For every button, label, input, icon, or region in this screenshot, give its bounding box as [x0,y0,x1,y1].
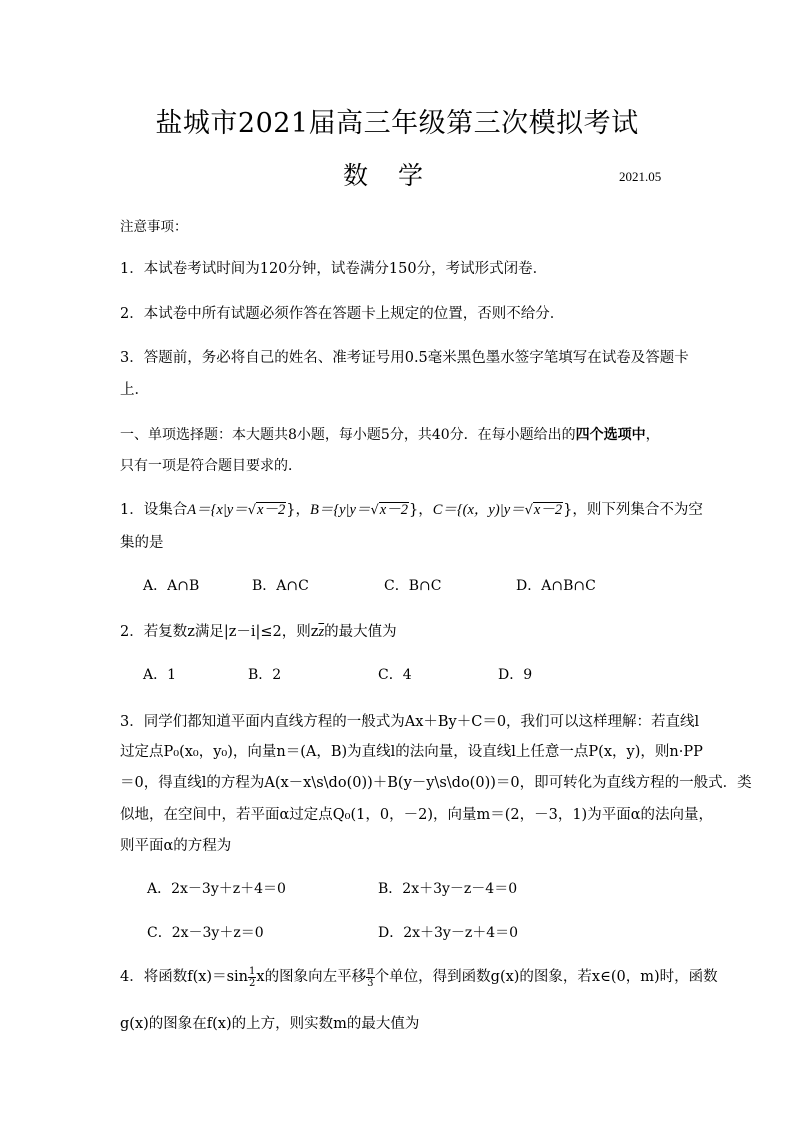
q3-line-2: 过定点P₀(x₀，y₀)，向量n＝(A，B)为直线l的法向量，设直线l上任意一点P(x，y)，则n·PP [120,744,703,760]
fraction-numerator: π [367,965,374,977]
q1-option-d: D．A∩B∩C [516,578,596,594]
note-item-2: 2．本试卷中所有试题必须作答在答题卡上规定的位置，否则不给分． [120,306,565,322]
q1-radicand-a: x－2 [257,502,286,518]
notes-heading: 注意事项： [120,219,188,235]
q1-option-c: C．B∩C [384,578,442,594]
note-item-3-cont: 上． [120,382,149,398]
note-item-3: 3．答题前，务必将自己的姓名、准考证号用0.5毫米黑色墨水签字笔填写在试卷及答题卡 [120,350,689,366]
q4-text-a: 4．将函数f(x)＝sin [120,969,249,985]
q1-option-b: B．A∩C [252,578,309,594]
q3-option-b: B．2x＋3y－z－4＝0 [378,881,518,897]
q1-set-c: C＝{(x，y)|y＝ [432,502,525,518]
q1-prefix: 1．设集合 [120,502,188,518]
q1-line-2: 集的是 [120,535,164,551]
exam-title: 盐城市2021届高三年级第三次模拟考试 [155,108,639,139]
q3-option-a: A．2x－3y＋z＋4＝0 [147,881,286,897]
q2-option-b: B．2 [248,667,282,683]
q2-text-b: 的最大值为 [324,624,397,640]
q2-zbar: $\overline{z}$ [318,624,325,640]
q4-text-b: x的图象向左平移 [256,969,367,985]
section1-instructions-2: 只有一项是符合题目要求的． [120,458,302,474]
sqrt-icon: √ [247,503,257,518]
q3-option-d: D．2x＋3y－z＋4＝0 [378,925,519,941]
question-4 [120,965,718,989]
section1-instructions [120,424,660,444]
q3-line-5: 则平面α的方程为 [120,838,232,854]
q3-option-c: C．2x－3y＋z＝0 [147,925,264,941]
q3-line-1: 3．同学们都知道平面内直线方程的一般式为Ax＋By＋C＝0，我们可以这样理解：若直线l [120,714,700,730]
q2-option-a: A．1 [143,667,177,683]
q4-line-2: g(x)的图象在f(x)的上方，则实数m的最大值为 [120,1016,420,1032]
fraction-denominator: 2 [249,977,256,989]
section1-text-c: ， [645,427,660,443]
q1-radicand-b: x－2 [379,502,408,518]
q3-line-4: 似地，在空间中，若平面α过定点Q₀(1，0，－2)，向量m＝(2，－3，1)为平面α的法向量， [120,807,714,823]
q1-set-b-end: }， [408,502,433,518]
q2-option-d: D．9 [498,667,533,683]
question-1 [120,498,703,519]
q2-option-c: C．4 [378,667,412,683]
exam-date: 2021.05 [619,169,662,184]
q4-text-c: 个单位，得到函数g(x)的图象，若x∈(0，m)时，函数 [374,969,718,985]
subject-title: 数学 [343,161,454,190]
q1-set-a: A＝{x|y＝ [187,502,248,518]
section1-text-a: 一、单项选择题：本大题共8小题，每小题5分，共40分．在每小题给出的 [120,427,576,443]
q2-text-a: 2．若复数z满足|z－i|≤2，则z [120,624,319,640]
q1-set-b: B＝{y|y＝ [309,502,371,518]
q1-radicand-c: x－2 [533,502,563,518]
q1-set-c-end: }，则下列集合不为空 [563,502,703,518]
q1-set-a-end: }， [286,502,310,518]
fraction-numerator: 1 [249,965,256,977]
question-2 [120,620,397,641]
section1-text-bold: 四个选项中 [575,427,646,443]
sqrt-icon: √ [524,503,533,518]
q3-line-3: ＝0，得直线l的方程为A(x－x\s\do(0))＋B(y－y\s\do(0))＝0，即可转化为直线方程的一般式．类 [120,775,752,791]
note-item-1: 1．本试卷考试时间为120分钟，试卷满分150分，考试形式闭卷． [120,261,548,277]
fraction-denominator: 3 [367,977,374,989]
sqrt-icon: √ [370,503,379,518]
q1-option-a: A．A∩B [143,578,200,594]
q4-fraction-pi-third [366,966,375,989]
